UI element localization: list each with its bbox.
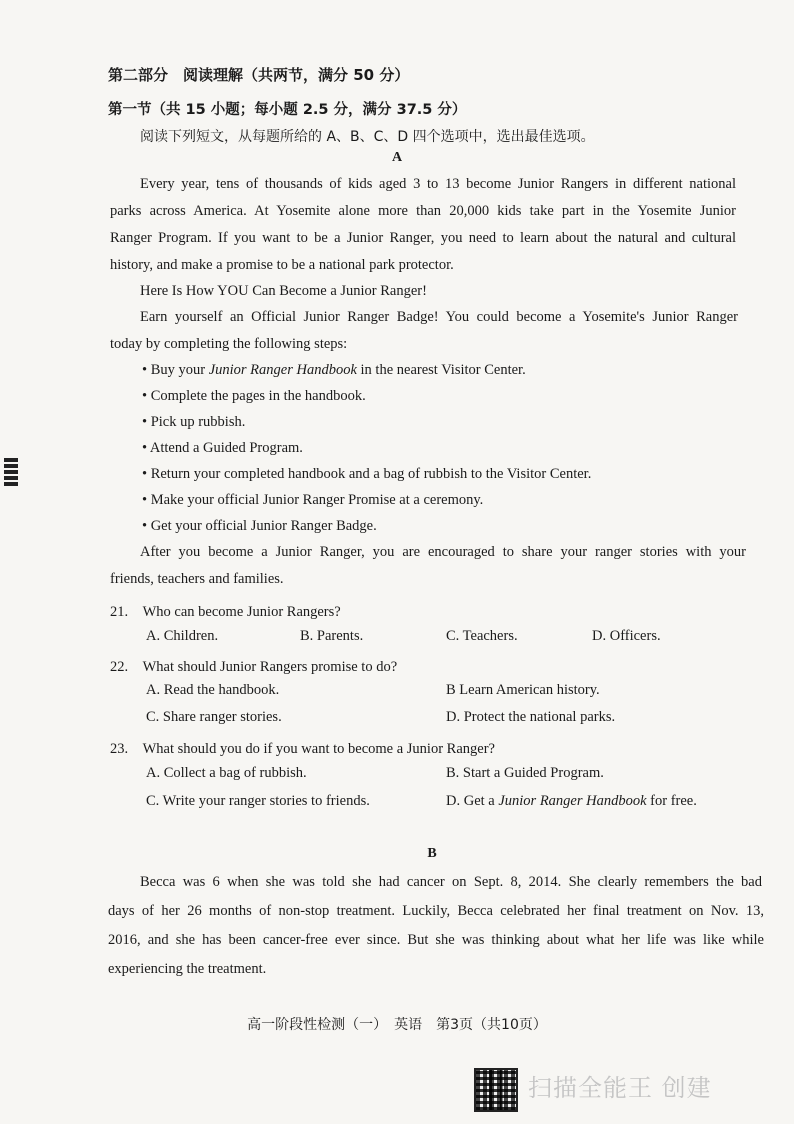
q21-option-d[interactable]: D. Officers. [592,628,661,644]
step-bullet: • Return your completed handbook and a bag of rubbish to the Visitor Center. [142,466,592,482]
qr-code-icon [474,1068,518,1112]
step-bullet: • Make your official Junior Ranger Promise at a ceremony. [142,492,484,508]
q21-option-b[interactable]: B. Parents. [300,628,364,644]
q22-option-b[interactable]: B Learn American history. [446,682,600,698]
passage-b-line: 2016, and she has been cancer-free ever since. But she was thinking about what her life was like while [108,932,764,948]
passage-b-line: Becca was 6 when she was told she had cancer on Sept. 8, 2014. She clearly remembers the bad [140,874,762,890]
q23-option-a[interactable]: A. Collect a bag of rubbish. [146,765,307,781]
q22-option-a[interactable]: A. Read the handbook. [146,682,280,698]
passage-a-line: After you become a Junior Ranger, you are encouraged to share your ranger stories with your [140,544,746,560]
passage-a-line: friends, teachers and families. [110,571,284,587]
passage-a-line: Ranger Program. If you want to be a Junior Ranger, you need to learn about the natural and cultural [110,230,736,246]
page-footer: 高一阶段性检测（一） 英语 第3页（共10页） [247,1017,547,1033]
passage-a-line: today by completing the following steps: [110,336,348,352]
q22-option-d[interactable]: D. Protect the national parks. [446,709,616,725]
step-bullet: • Buy your Junior Ranger Handbook in the nearest Visitor Center. [142,362,526,378]
passage-b-line: experiencing the treatment. [108,961,267,977]
step-bullet: • Complete the pages in the handbook. [142,388,366,404]
passage-a-line: Every year, tens of thousands of kids aged 3 to 13 become Junior Rangers in different national [140,176,736,192]
instruction: 阅读下列短文，从每题所给的 A、B、C、D 四个选项中，选出最佳选项。 [140,129,595,145]
binding-mark [4,456,18,486]
passage-b-label: B [427,846,437,861]
step-bullet: • Pick up rubbish. [142,414,246,430]
q21-option-a[interactable]: A. Children. [146,628,219,644]
question-23-stem: 23. What should you do if you want to become a Junior Ranger? [110,741,495,757]
passage-a-label: A [391,150,403,165]
question-21-stem: 21. Who can become Junior Rangers? [110,604,341,620]
section-title: 第一节（共 15 小题；每小题 2.5 分，满分 37.5 分） [108,102,467,118]
passage-b-line: days of her 26 months of non-stop treatment. Luckily, Becca celebrated her final treatment on Nov. 13, [108,903,764,919]
q23-option-b[interactable]: B. Start a Guided Program. [446,765,604,781]
q21-option-c[interactable]: C. Teachers. [446,628,518,644]
scanner-watermark: 扫描全能王 创建 [528,1074,712,1102]
passage-a-line: parks across America. At Yosemite alone more than 20,000 kids take part in the Yosemite Junior [110,203,736,219]
q22-option-c[interactable]: C. Share ranger stories. [146,709,282,725]
passage-a-subheading: Here Is How YOU Can Become a Junior Ranger! [140,283,427,299]
q23-option-d[interactable]: D. Get a Junior Ranger Handbook for free. [446,793,697,809]
step-bullet: • Get your official Junior Ranger Badge. [142,518,377,534]
passage-a-line: history, and make a promise to be a national park protector. [110,257,454,273]
step-bullet: • Attend a Guided Program. [142,440,303,456]
question-22-stem: 22. What should Junior Rangers promise to do? [110,659,398,675]
part-title: 第二部分 阅读理解（共两节，满分 50 分） [108,66,410,84]
q23-option-c[interactable]: C. Write your ranger stories to friends. [146,793,370,809]
passage-a-line: Earn yourself an Official Junior Ranger Badge! You could become a Yosemite's Junior Ranger [140,309,738,325]
